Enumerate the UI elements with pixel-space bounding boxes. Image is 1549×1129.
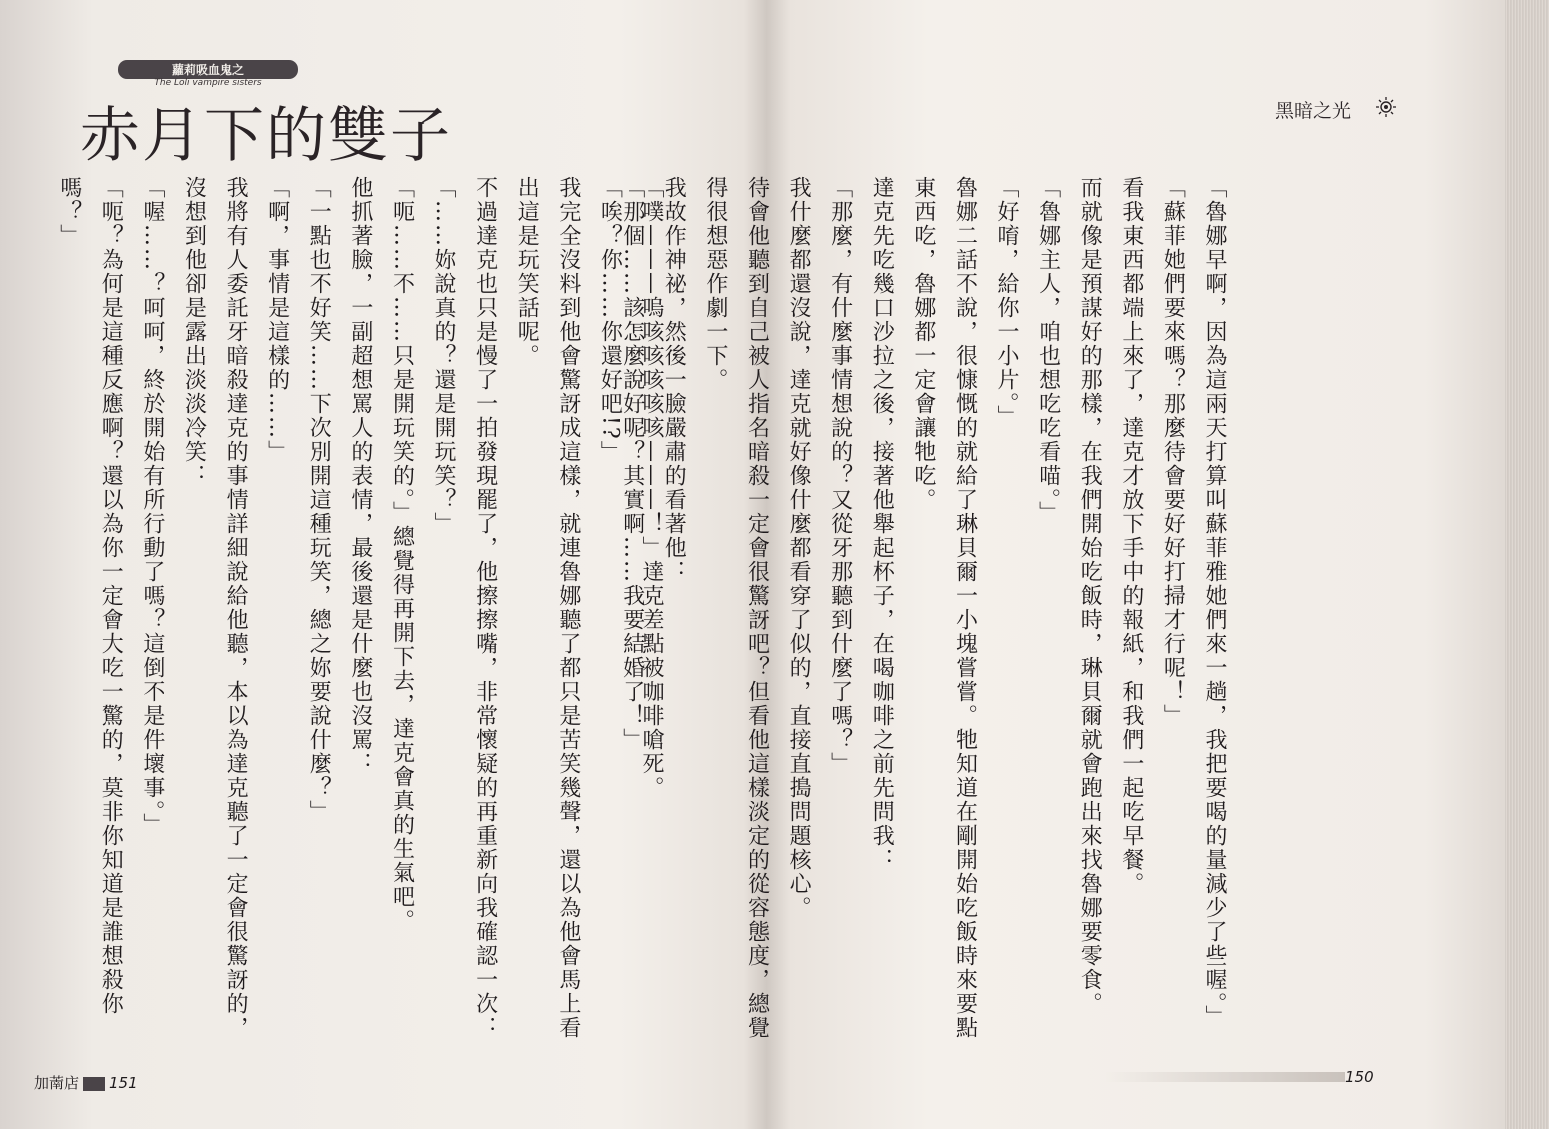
sun-ornament-icon xyxy=(1375,96,1397,118)
page-number-left: 151 xyxy=(109,1074,138,1092)
left-page-footer xyxy=(34,1072,138,1093)
page-edges xyxy=(1505,0,1549,1129)
right-page xyxy=(619,0,1520,1129)
footer-band xyxy=(1105,1072,1345,1082)
left-page-body: 「噗———嗚咳咳咳咳咳———！」達克差點被咖啡嗆死。 「唉？你……你還好吧!?」 我完全沒料到他會驚訝成這樣，就連魯娜聽了都只是苦笑幾聲，還以為他會馬上看 出這是玩笑話呢。 不過達克也只是慢了一拍發現罷了，他擦擦嘴，非常懷疑的再重新向我確認一次： 「……妳說真的？還是開玩笑？」 「呃……不……只是開玩笑的。」總覺得再開下去，達克會真的生氣吧。 他抓著臉，一副超想罵人的表情，最後還是什麼也沒罵： 「一點也不好笑……下次別開這種玩笑，總之妳要說什麼？」 「啊，事情是這樣的……」 我將有人委託牙暗殺達克的事情詳細說給他聽，本以為達克聽了一定會很驚訝的， 沒想到他卻是露出淡淡冷笑： 「喔……？呵呵，終於開始有所行動了嗎？這倒不是件壞事。」 「呃？為何是這種反應啊？還以為你一定會大吃一驚的，莫非你知道是誰想殺你 嗎？」 xyxy=(56,176,664,1040)
chapter-title: 黑暗之光 xyxy=(1275,100,1352,122)
series-title: 赤月下的雙子 xyxy=(80,101,452,171)
series-subtitle-en: The Loli vampire sisters xyxy=(154,78,262,88)
right-page-footer xyxy=(1345,1068,1374,1086)
page-number-right: 150 xyxy=(1345,1068,1374,1086)
right-page-body: 「魯娜早啊，因為這兩天打算叫蘇菲雅她們來一趟，我把要喝的量減少了些喔。」 「蘇菲她們要來嗎？那麼待會要好好打掃才行呢！」 看我東西都端上來了，達克才放下手中的報紙，和我們一起吃早餐。 而就像是預謀好的那樣，在我們開始吃飯時，琳貝爾就會跑出來找魯娜要零食。 「魯娜主人，咱也想吃吃看喵。」 「好唷，給你一小片。」 魯娜二話不說，很慷慨的就給了琳貝爾一小塊嘗嘗。牠知道在剛開始吃飯時來要點 東西吃，魯娜都一定會讓牠吃。 達克先吃幾口沙拉之後，接著他舉起杯子，在喝咖啡之前先問我： 「那麼，有什麼事情想說的？又從牙那聽到什麼了嗎？」 我什麼都還沒說，達克就好像什麼都看穿了似的，直接直搗問題核心。 待會他聽到自己被人指名暗殺一定會很驚訝吧？但看他這樣淡定的從容態度，總覺 得很想惡作劇一下。 我故作神祕，然後一臉嚴肅的看著他： 「那個……該怎麼說好呢？其實啊……我要結婚了！」 xyxy=(619,176,1227,1040)
series-subtitle: 蘿莉吸血鬼之 xyxy=(118,60,298,79)
footer-label: 加萳店 xyxy=(34,1074,80,1092)
footer-bar xyxy=(83,1077,105,1091)
